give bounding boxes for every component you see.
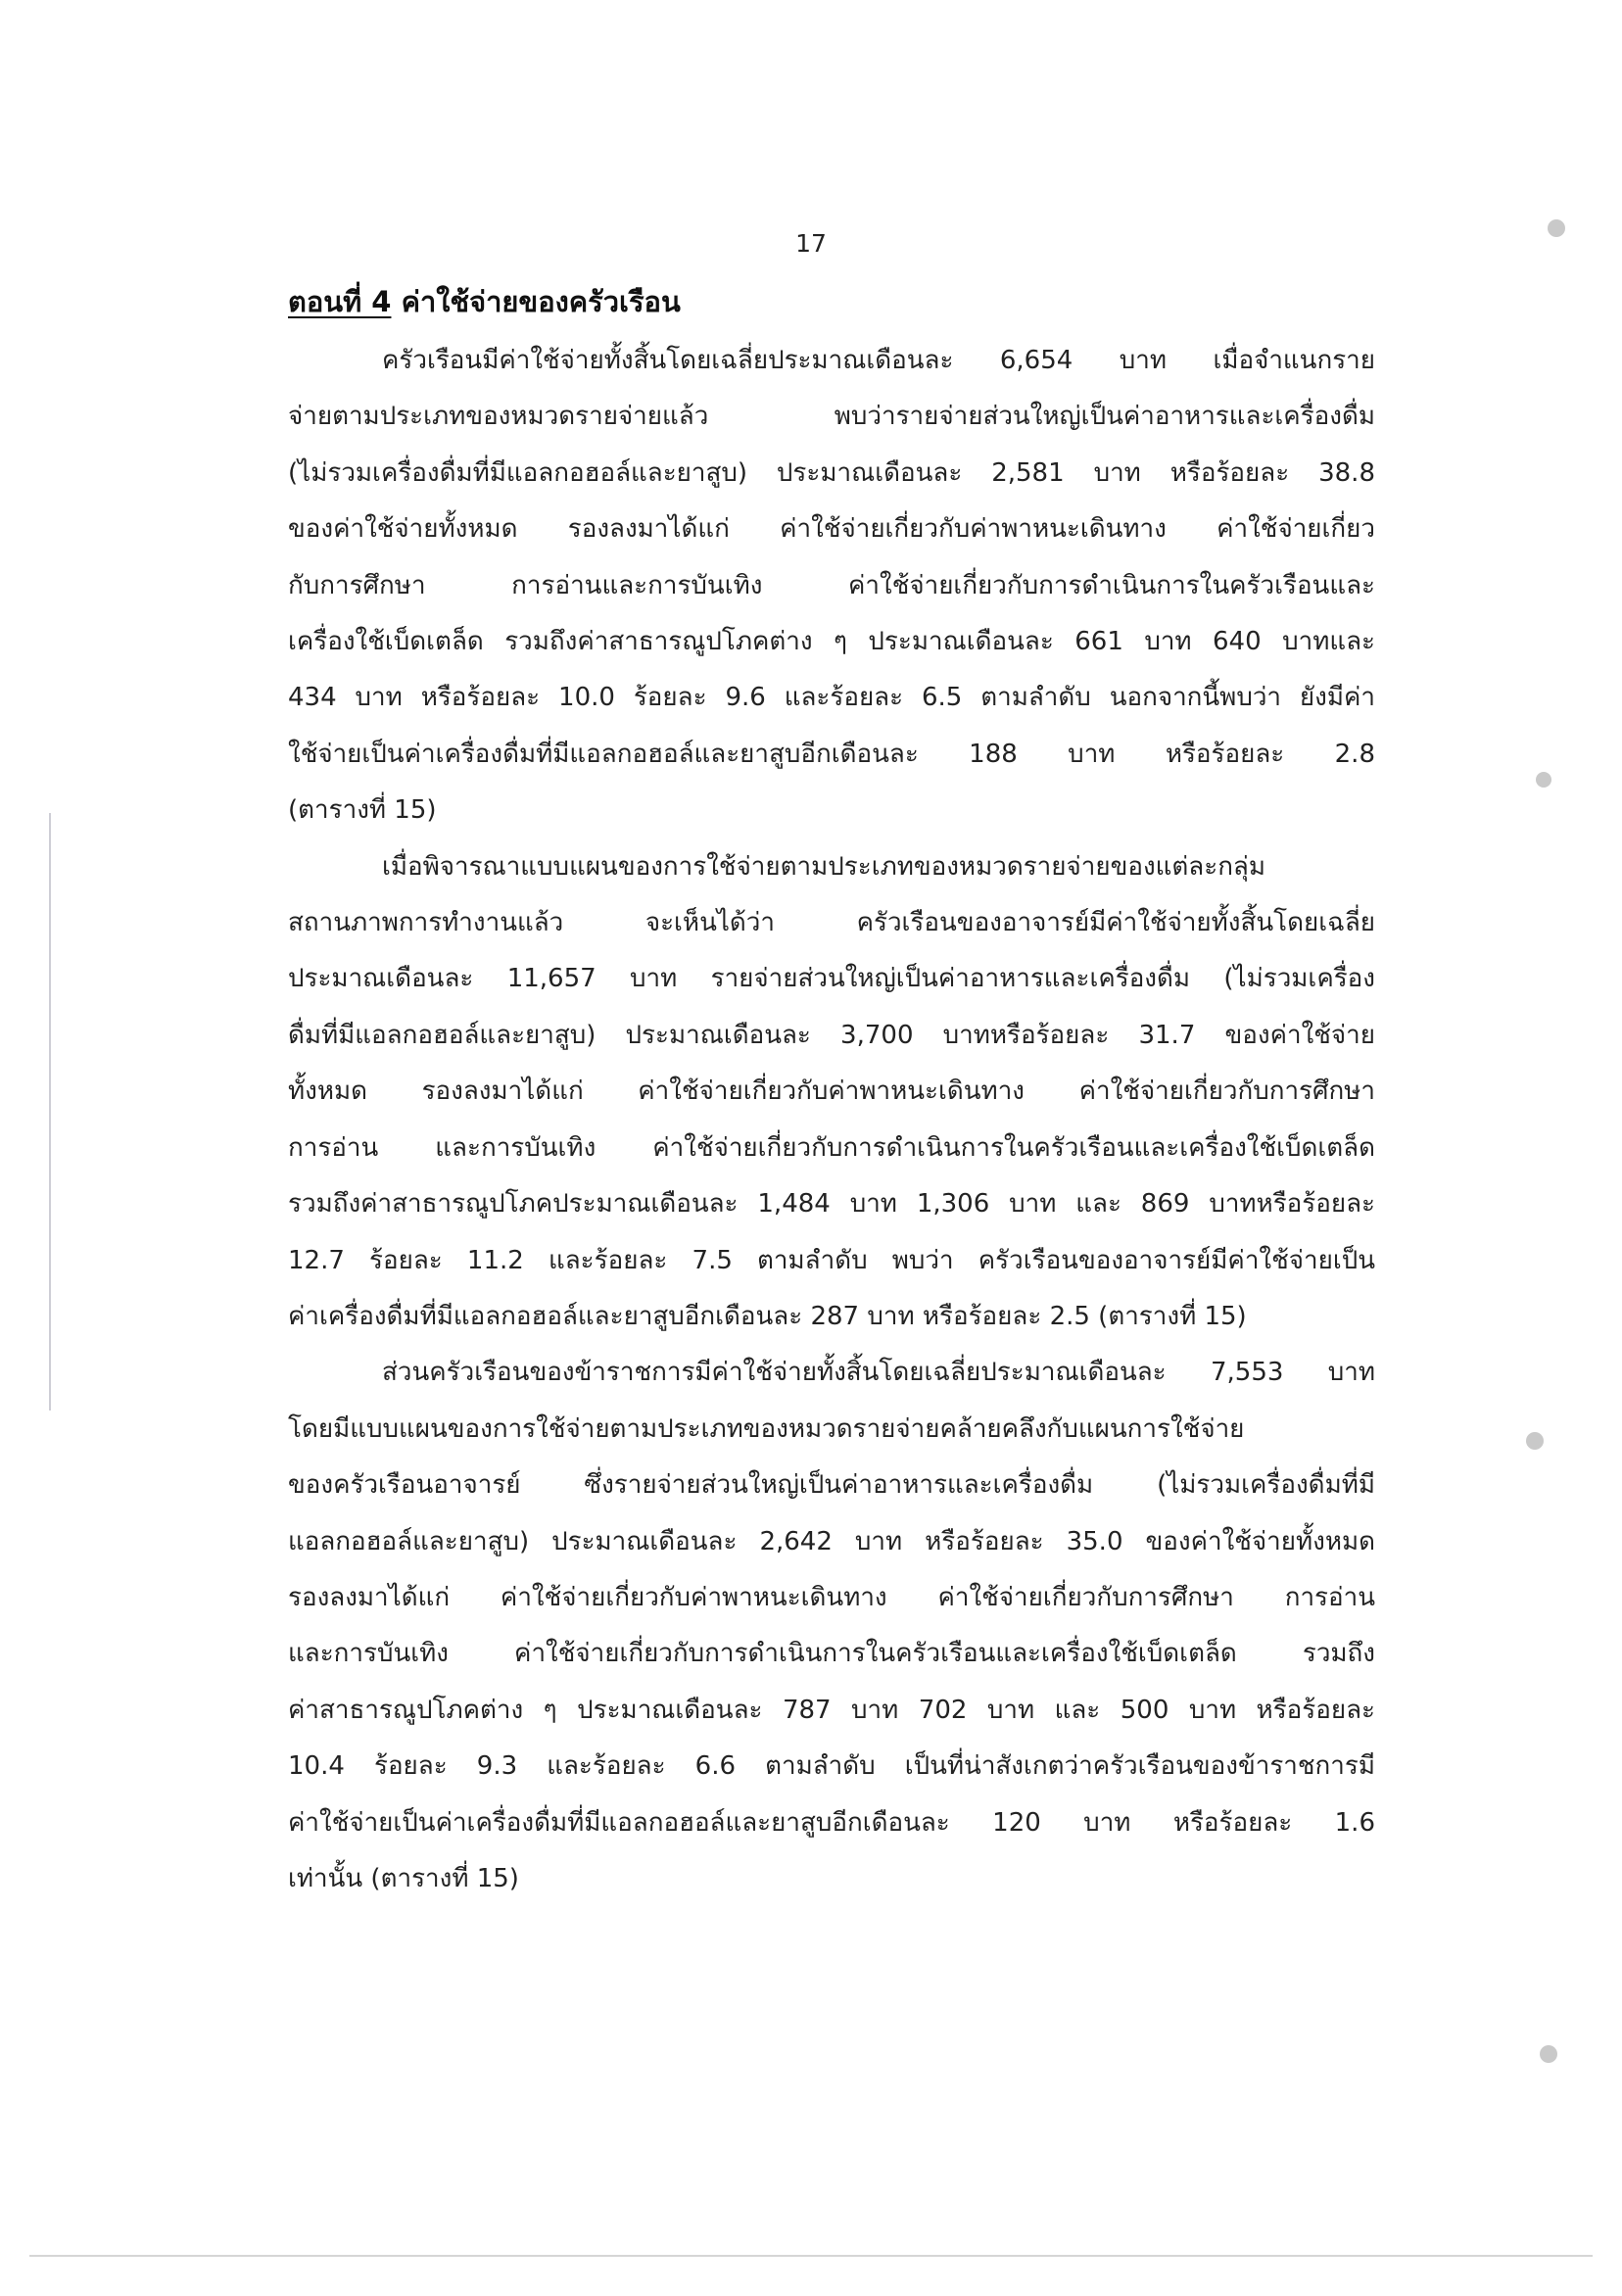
text-line: เครื่องใช้เบ็ดเตล็ด รวมถึงค่าสาธารณูปโภคต่าง ๆ ประมาณเดือนละ 661 บาท 640 บาทและ [288,627,1375,657]
paragraph-line [288,1402,1375,1458]
paragraph-line [288,614,1375,670]
text-line: การอ่าน และการบันเทิง ค่าใช้จ่ายเกี่ยวกับการดำเนินการในครัวเรือนและเครื่องใช้เบ็ดเตล็ด [288,1132,1375,1163]
paragraph-line [288,1233,1375,1289]
text-line: ทั้งหมด รองลงมาได้แก่ ค่าใช้จ่ายเกี่ยวกับค่าพาหนะเดินทาง ค่าใช้จ่ายเกี่ยวกับการศึกษา [288,1076,1375,1107]
text-line: รวมถึงค่าสาธารณูปโภคประมาณเดือนละ 1,484 บาท 1,306 บาท และ 869 บาทหรือร้อยละ [288,1189,1375,1220]
paragraph [288,839,1375,895]
text-line: 434 บาท หรือร้อยละ 10.0 ร้อยละ 9.6 และร้อยละ 6.5 ตามลำดับ นอกจากนี้พบว่า ยังมีค่า [288,683,1375,713]
text-line: เมื่อพิจารณาแบบแผนของการใช้จ่ายตามประเภทของหมวดรายจ่ายของแต่ละกลุ่ม [382,851,1266,882]
text-line: โดยมีแบบแผนของการใช้จ่ายตามประเภทของหมวดรายจ่ายคล้ายคลึงกับแผนการใช้จ่าย [288,1413,1245,1444]
section-label: ตอนที่ 4 [288,285,392,318]
body-text [288,333,1375,1907]
paragraph-line [288,727,1375,783]
paragraph-line [288,1739,1375,1794]
scan-punch-hole [1548,219,1565,237]
text-line: ค่าสาธารณูปโภคต่าง ๆ ประมาณเดือนละ 787 บาท 702 บาท และ 500 บาท หรือร้อยละ [288,1695,1375,1725]
text-line: ใช้จ่ายเป็นค่าเครื่องดื่มที่มีแอลกอฮอล์และยาสูบอีกเดือนละ 188 บาท หรือร้อยละ 2.8 [288,739,1375,769]
scan-bottom-edge [29,2255,1593,2257]
section-title: ค่าใช้จ่ายของครัวเรือน [401,285,681,318]
text-line: ดื่มที่มีแอลกอฮอล์และยาสูบ) ประมาณเดือนละ 3,700 บาทหรือร้อยละ 31.7 ของค่าใช้จ่าย [288,1020,1375,1050]
paragraph-line [288,446,1375,502]
paragraph-line [288,1064,1375,1120]
text-line: รองลงมาได้แก่ ค่าใช้จ่ายเกี่ยวกับค่าพาหนะเดินทาง ค่าใช้จ่ายเกี่ยวกับการศึกษา การอ่าน [288,1582,1375,1612]
text-line: และการบันเทิง ค่าใช้จ่ายเกี่ยวกับการดำเนินการในครัวเรือนและเครื่องใช้เบ็ดเตล็ด รวมถึง [288,1639,1375,1669]
scan-punch-hole [1536,772,1551,788]
paragraph-line [288,1121,1375,1176]
text-line: เท่านั้น (ตารางที่ 15) [288,1863,519,1893]
paragraph-line [288,1176,1375,1232]
paragraph-line [288,951,1375,1007]
paragraph-line [288,558,1375,614]
scan-edge-mark [49,813,51,1411]
text-line: แอลกอฮอล์และยาสูบ) ประมาณเดือนละ 2,642 บาท หรือร้อยละ 35.0 ของค่าใช้จ่ายทั้งหมด [288,1526,1375,1556]
page-number: 17 [795,229,827,258]
paragraph-line [288,895,1375,951]
paragraph-line [288,1851,1375,1907]
text-line: ประมาณเดือนละ 11,657 บาท รายจ่ายส่วนใหญ่เป็นค่าอาหารและเครื่องดื่ม (ไม่รวมเครื่อง [288,964,1375,994]
text-line: กับการศึกษา การอ่านและการบันเทิง ค่าใช้จ่ายเกี่ยวกับการดำเนินการในครัวเรือนและ [288,570,1375,600]
paragraph-line [288,1458,1375,1513]
paragraph-line [288,1570,1375,1626]
paragraph [288,333,1375,389]
text-line: ครัวเรือนมีค่าใช้จ่ายทั้งสิ้นโดยเฉลี่ยประมาณเดือนละ 6,654 บาท เมื่อจำแนกราย [382,346,1375,375]
text-line: (ไม่รวมเครื่องดื่มที่มีแอลกอฮอล์และยาสูบ) ประมาณเดือนละ 2,581 บาท หรือร้อยละ 38.8 [288,457,1375,488]
paragraph [288,1345,1375,1401]
text-line: ของค่าใช้จ่ายทั้งหมด รองลงมาได้แก่ ค่าใช้จ่ายเกี่ยวกับค่าพาหนะเดินทาง ค่าใช้จ่ายเกี่ยว [288,514,1375,545]
scan-punch-hole [1540,2045,1557,2063]
paragraph-line [288,1683,1375,1739]
paragraph-line [288,670,1375,726]
paragraph-line [288,1626,1375,1682]
text-line: ค่าเครื่องดื่มที่มีแอลกอฮอล์และยาสูบอีกเดือนละ 287 บาท หรือร้อยละ 2.5 (ตารางที่ 15) [288,1301,1247,1331]
text-line: 12.7 ร้อยละ 11.2 และร้อยละ 7.5 ตามลำดับ พบว่า ครัวเรือนของอาจารย์มีค่าใช้จ่ายเป็น [288,1245,1375,1275]
scan-punch-hole [1526,1432,1544,1450]
text-line: ค่าใช้จ่ายเป็นค่าเครื่องดื่มที่มีแอลกอฮอล์และยาสูบอีกเดือนละ 120 บาท หรือร้อยละ 1.6 [288,1807,1375,1838]
paragraph-line [288,1514,1375,1570]
section-heading [288,279,681,324]
paragraph-line [288,1795,1375,1851]
paragraph-line [288,1008,1375,1064]
paragraph-line [288,502,1375,557]
text-line: 10.4 ร้อยละ 9.3 และร้อยละ 6.6 ตามลำดับ เป็นที่น่าสังเกตว่าครัวเรือนของข้าราชการมี [288,1751,1375,1782]
paragraph-line [288,1289,1375,1345]
text-line: จ่ายตามประเภทของหมวดรายจ่ายแล้ว พบว่ารายจ่ายส่วนใหญ่เป็นค่าอาหารและเครื่องดื่ม [288,402,1375,432]
text-line: ส่วนครัวเรือนของข้าราชการมีค่าใช้จ่ายทั้งสิ้นโดยเฉลี่ยประมาณเดือนละ 7,553 บาท [382,1358,1375,1388]
text-line: (ตารางที่ 15) [288,795,437,826]
paragraph-line [288,783,1375,838]
text-line: ของครัวเรือนอาจารย์ ซึ่งรายจ่ายส่วนใหญ่เป็นค่าอาหารและเครื่องดื่ม (ไม่รวมเครื่องดื่มที่มี [288,1470,1375,1501]
paragraph-line [288,389,1375,445]
text-line: สถานภาพการทำงานแล้ว จะเห็นได้ว่า ครัวเรือนของอาจารย์มีค่าใช้จ่ายทั้งสิ้นโดยเฉลี่ย [288,908,1375,938]
